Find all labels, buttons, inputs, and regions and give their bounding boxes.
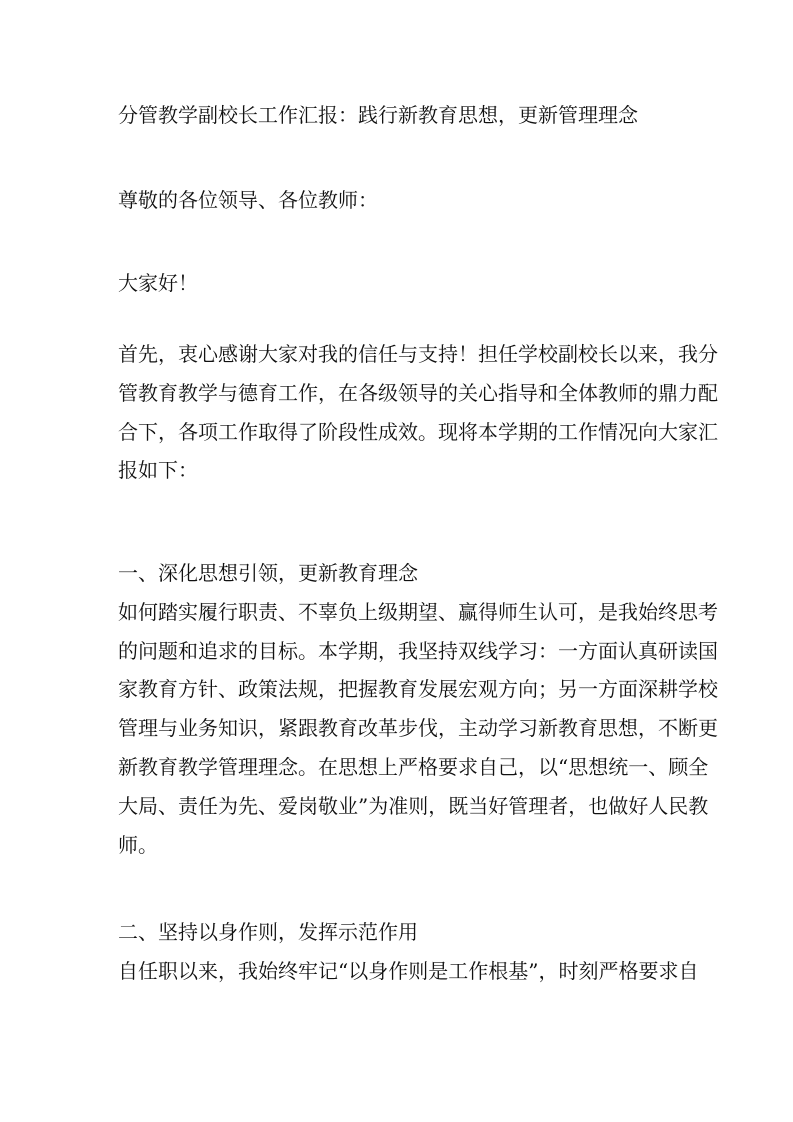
section-1 xyxy=(118,554,718,864)
paragraph-line: 管教育教学与德育工作，在各级领导的关心指导和全体教师的鼎力配 xyxy=(118,380,718,405)
title-text: 分管教学副校长工作汇报：践行新教育思想，更新管理理念 xyxy=(118,103,638,127)
salutation xyxy=(118,181,678,220)
paragraph-line: 的问题和追求的目标。本学期，我坚持双线学习：一方面认真研读国 xyxy=(118,638,718,663)
greeting xyxy=(118,264,678,303)
salutation-text: 尊敬的各位领导、各位教师： xyxy=(118,188,378,212)
paragraph-line: 首先，衷心感谢大家对我的信任与支持！担任学校副校长以来，我分 xyxy=(118,342,718,366)
paragraph-line: 大局、责任为先、爱岗敬业”为准则，既当好管理者，也做好人民教 xyxy=(118,793,709,818)
section-heading: 一、深化思想引领，更新教育理念 xyxy=(118,561,418,585)
paragraph-line: 家教育方针、政策法规，把握教育发展宏观方向；另一方面深耕学校 xyxy=(118,677,718,702)
document-title xyxy=(118,96,678,135)
intro-paragraph xyxy=(118,335,718,490)
paragraph-line: 师。 xyxy=(118,832,158,857)
paragraph-line: 自任职以来，我始终牢记“以身作则是工作根基”，时刻严格要求自 xyxy=(118,958,699,983)
section-heading: 二、坚持以身作则，发挥示范作用 xyxy=(118,920,418,944)
greeting-text: 大家好！ xyxy=(118,271,198,295)
paragraph-line: 新教育教学管理理念。在思想上严格要求自己，以“思想统一、顾全 xyxy=(118,754,709,779)
section-2 xyxy=(118,913,699,991)
paragraph-line: 合下，各项工作取得了阶段性成效。现将本学期的工作情况向大家汇 xyxy=(118,419,718,444)
paragraph-line: 管理与业务知识，紧跟教育改革步伐，主动学习新教育思想，不断更 xyxy=(118,716,718,741)
paragraph-line: 报如下： xyxy=(118,458,198,483)
paragraph-line: 如何踏实履行职责、不辜负上级期望、赢得师生认可，是我始终思考 xyxy=(118,599,718,624)
